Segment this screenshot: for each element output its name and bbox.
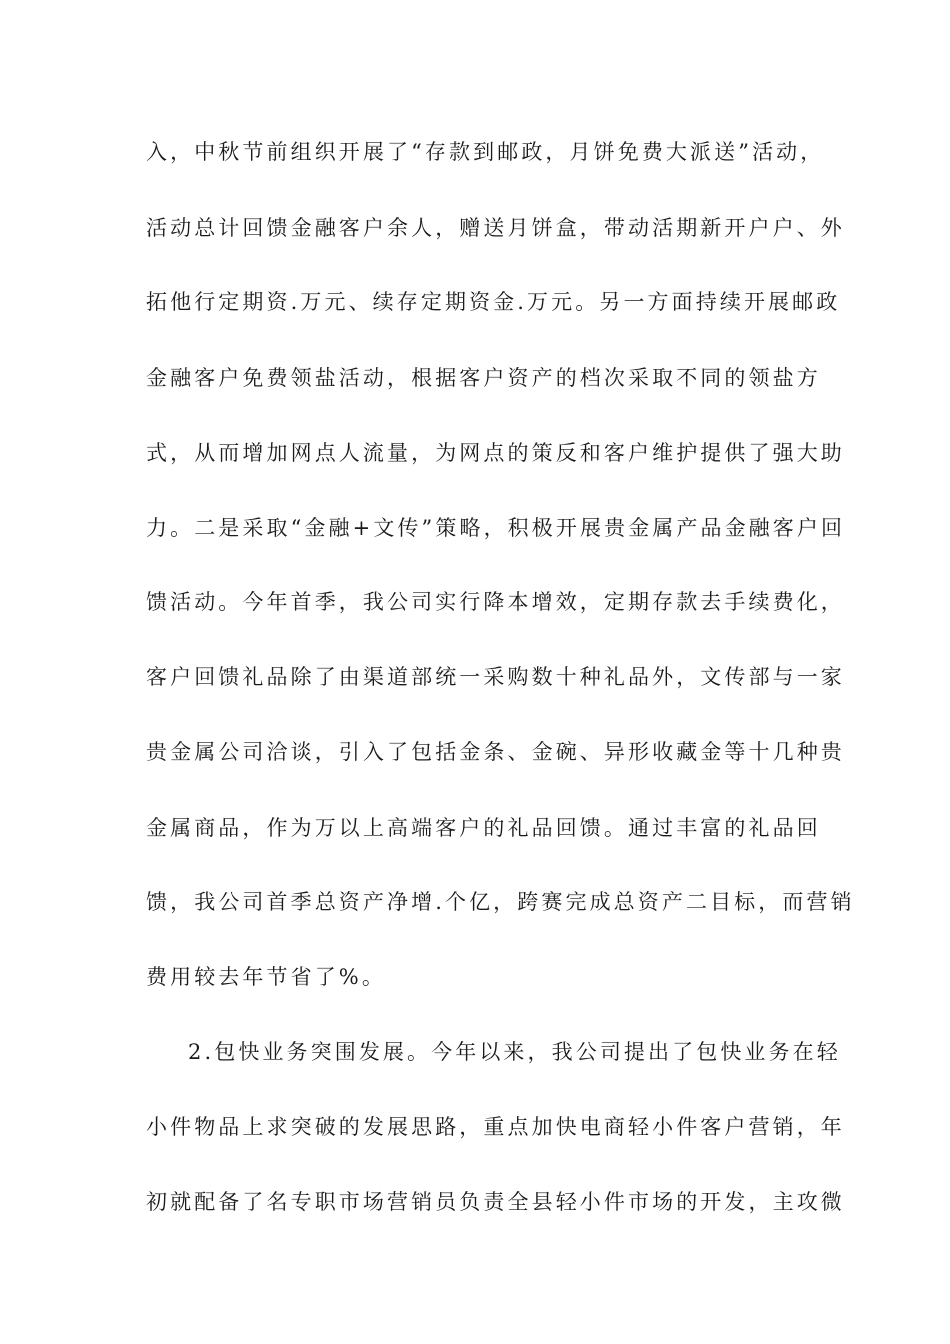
text-line: 拓他行定期资.万元、续存定期资金.万元。另一方面持续开展邮政 bbox=[146, 290, 841, 314]
text-line: 客户回馈礼品除了由渠道部统一采购数十种礼品外，文传部与一家 bbox=[146, 665, 845, 689]
text-line: 金属商品，作为万以上高端客户的礼品回馈。通过丰富的礼品回 bbox=[146, 816, 821, 840]
text-line: 活动总计回馈金融客户余人，赠送月饼盒，带动活期新开户户、外 bbox=[146, 216, 845, 240]
text-line: 小件物品上求突破的发展思路，重点加快电商轻小件客户营销，年 bbox=[146, 1115, 845, 1139]
text-line: 费用较去年节省了%。 bbox=[146, 965, 386, 989]
text-line: 式，从而增加网点人流量，为网点的策反和客户维护提供了强大助 bbox=[146, 441, 845, 465]
text-line: 馈活动。今年首季，我公司实行降本增效，定期存款去手续费化， bbox=[146, 590, 845, 614]
paragraph-start-line: 2.包快业务突围发展。今年以来，我公司提出了包快业务在轻 bbox=[188, 1040, 841, 1064]
text-line: 馈，我公司首季总资产净增.个亿，跨赛完成总资产二目标，而营销 bbox=[146, 890, 855, 914]
text-line: 贵金属公司洽谈，引入了包括金条、金碗、异形收藏金等十几种贵 bbox=[146, 740, 845, 764]
text-line: 初就配备了名专职市场营销员负责全县轻小件市场的开发，主攻微 bbox=[146, 1190, 845, 1214]
text-line: 金融客户免费领盐活动，根据客户资产的档次采取不同的领盐方 bbox=[146, 366, 821, 390]
text-line: 力。二是采取“金融+文传”策略，积极开展贵金属产品金融客户回 bbox=[146, 516, 846, 540]
text-line: 入，中秋节前组织开展了“存款到邮政，月饼免费大派送”活动， bbox=[146, 140, 825, 164]
